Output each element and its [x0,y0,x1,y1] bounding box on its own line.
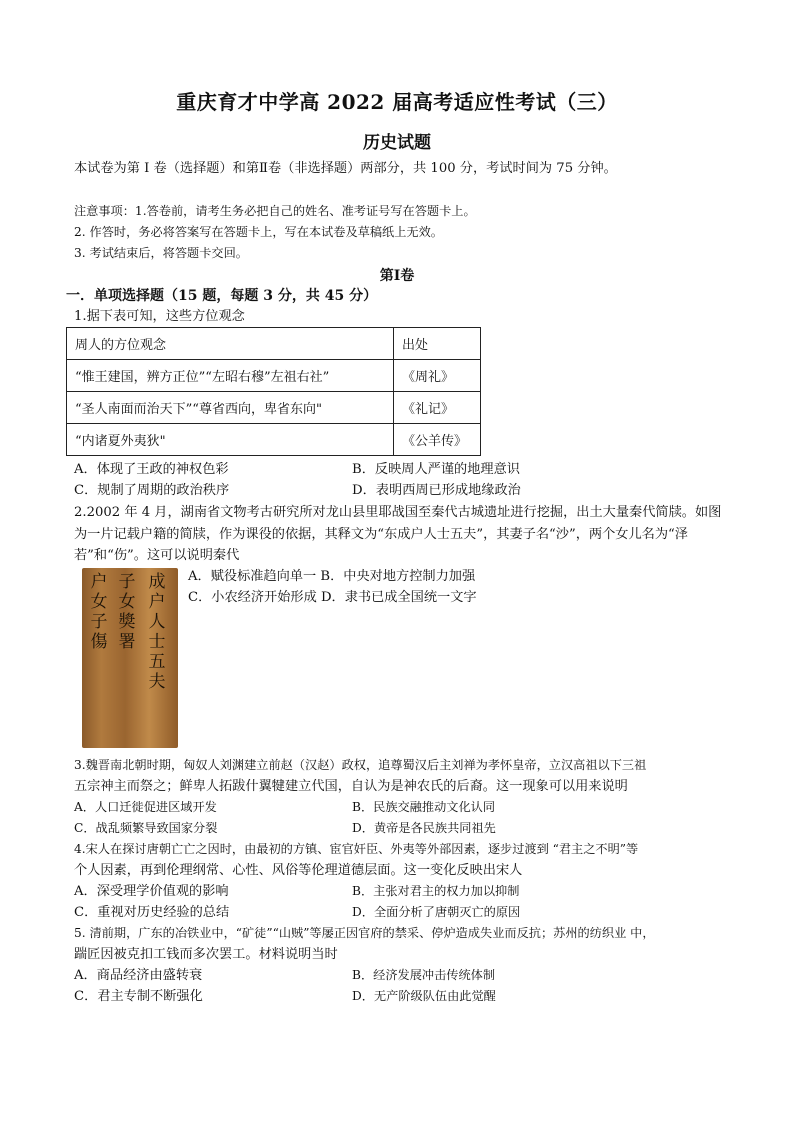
table-cell: “圣人南面而治天下”“尊省西向，卑省东向" [67,392,394,424]
volume-label: 第Ⅰ卷 [379,268,415,284]
note-line: 2. 作答时，务必将答案写在答题卡上，写在本试卷及草稿纸上无效。 [74,225,443,239]
option-c-d: C．小农经济开始形成 D．隶书已成全国统一文字 [188,590,477,605]
table-row [67,424,481,456]
table-cell: “惟王建国，辨方正位”“左昭右穆”左祖右社” [67,360,394,392]
question-2-stem: 若”和“伤”。这可以说明秦代 [74,548,240,563]
option-c: C．重视对历史经验的总结 [74,905,230,920]
intro-text: 本试卷为第 Ⅰ 卷（选择题）和第Ⅱ卷（非选择题）两部分，共 100 分，考试时间为 75 分钟。 [74,161,617,176]
option-b: B．民族交融推动文化认同 [352,800,496,814]
option-d: D．黄帝是各民族共同祖先 [352,821,496,835]
question-4-stem: 4.宋人在探讨唐朝亡亡之因时，由最初的方镇、宦官奸臣、外夷等外部因素，逐步过渡到 “君主之不明”等 [74,842,639,856]
question-3-stem: 3.魏晋南北朝时期，匈奴人刘渊建立前赵（汉赵）政权，追尊蜀汉后主刘禅为孝怀皇帝，立汉高祖以下三祖 [74,758,647,772]
question-2-stem: 为一片记载户籍的简牍，作为课役的依据，其释文为“东成户人士五夫”，其妻子名“沙”，两个女儿名为“泽 [74,527,688,542]
option-b: B．主张对君主的权力加以抑制 [352,884,520,898]
section-title: 一．单项选择题（15 题，每题 3 分，共 45 分） [66,288,378,304]
question-1-stem: 1.据下表可知，这些方位观念 [74,309,245,324]
option-d: D．全面分析了唐朝灭亡的原因 [352,905,521,919]
table-cell: 《礼记》 [394,392,481,424]
bamboo-inscription: 户女子傷 [90,572,108,652]
note-line: 3. 考试结束后，将答题卡交回。 [74,246,248,260]
option-a: A．深受理学价值观的影响 [74,884,229,899]
bamboo-inscription: 子女獎署 [118,572,136,652]
table-header-cell: 周人的方位观念 [67,328,394,360]
option-b: B．反映周人严谨的地理意识 [352,462,520,477]
option-c: C．战乱频繁导致国家分裂 [74,821,218,835]
table-cell: 《周礼》 [394,360,481,392]
question-2-stem: 2.2002 年 4 月，湖南省文物考古研究所对龙山县里耶战国至秦代古城遗址进行挖掘，出土大量秦代简牍。如图 [74,505,722,520]
option-a: A．体现了王政的神权色彩 [74,462,229,477]
question-5-stem: 踹匠因被克扣工钱而多次罢工。材料说明当时 [74,947,338,962]
question-3-stem: 五宗神主而祭之；鲜卑人拓跋什翼犍建立代国，自认为是神农氏的后裔。这一现象可以用来说明 [74,779,628,794]
option-d: D．无产阶级队伍由此觉醒 [352,989,496,1003]
option-a-b: A．赋役标准趋向单一 B．中央对地方控制力加强 [188,569,476,584]
option-d: D．表明西周已形成地缘政治 [352,483,521,498]
option-c: C．规制了周期的政治秩序 [74,483,230,498]
table-row [67,392,481,424]
table-row [67,360,481,392]
question-5-stem: 5. 清前期，广东的冶铁业中，“矿徒”“山贼”等屡正因官府的禁采、停炉造成失业而反抗；苏州的纺织业 中， [74,926,655,940]
option-c: C．君主专制不断强化 [74,989,203,1004]
table-cell: “内诸夏外夷狄" [67,424,394,456]
subject-title: 历史试题 [363,133,431,153]
note-line: 注意事项：1.答卷前，请考生务必把自己的姓名、准考证号写在答题卡上。 [74,204,476,218]
table-row [67,328,481,360]
table-cell: 《公羊传》 [394,424,481,456]
question-4-stem: 个人因素，再到伦理纲常、心性、风俗等伦理道德层面。这一变化反映出宋人 [74,863,523,878]
question-1-table [66,327,481,456]
exam-title: 重庆育才中学高 2022 届高考适应性考试（三） [176,90,618,114]
bamboo-slip-image [82,568,178,748]
table-header-cell: 出处 [394,328,481,360]
option-a: A．人口迁徙促进区域开发 [74,800,217,814]
option-a: A．商品经济由盛转衰 [74,968,203,983]
bamboo-inscription: 成户人士五夫 [148,572,166,692]
option-b: B．经济发展冲击传统体制 [352,968,496,982]
